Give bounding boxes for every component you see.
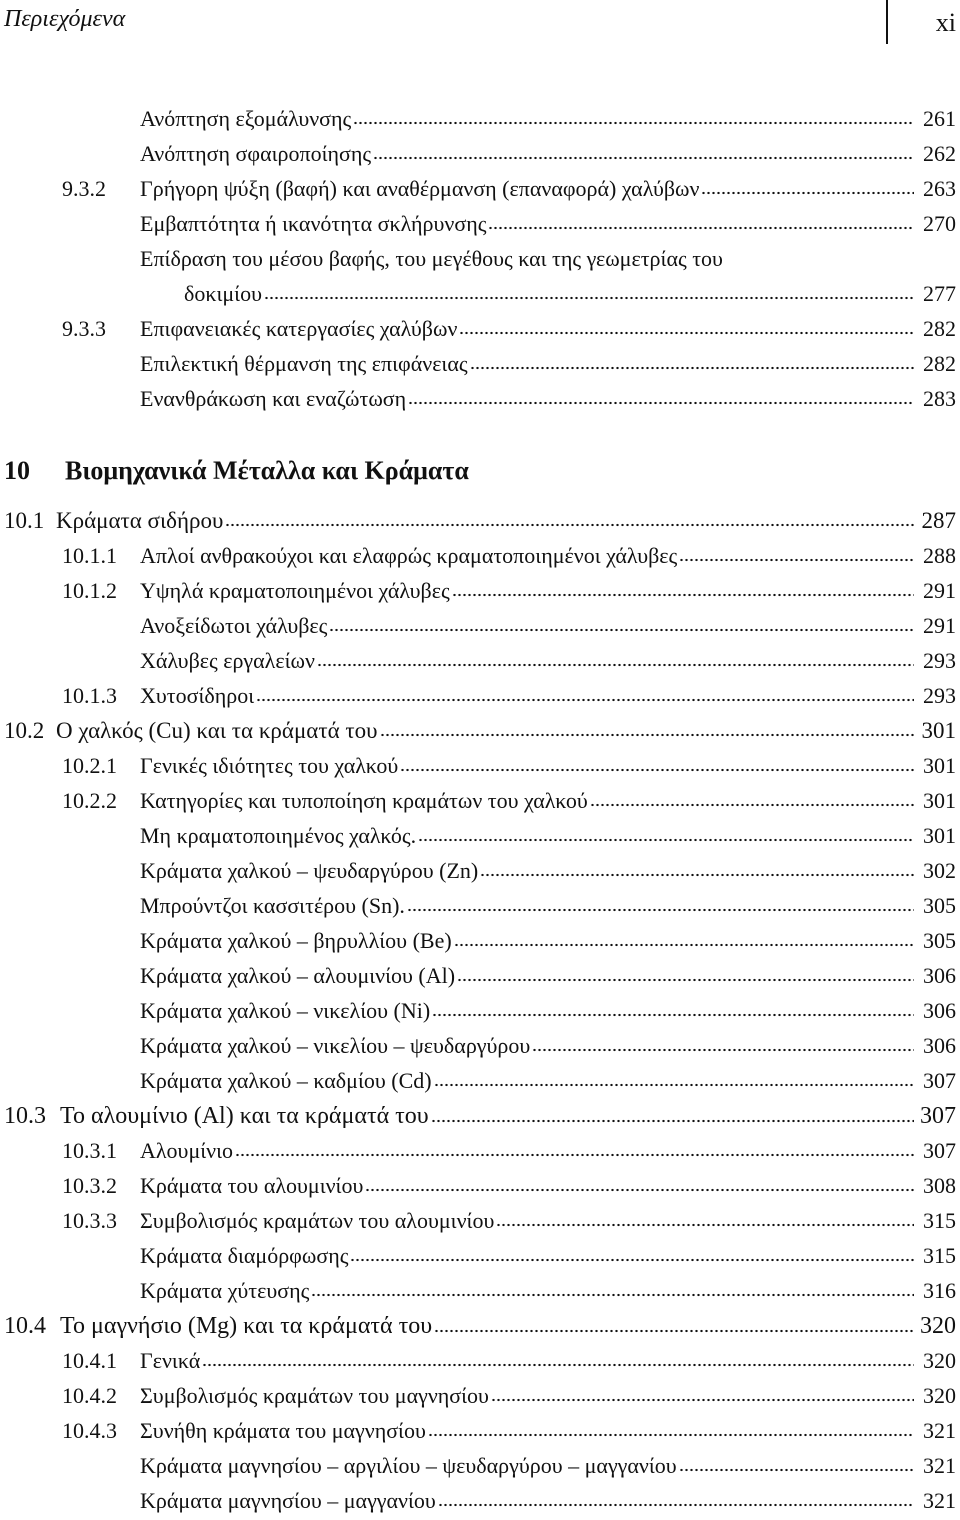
toc-entry[interactable]: [62, 1138, 956, 1164]
toc-entry[interactable]: [140, 1068, 956, 1094]
toc-entry-label: Κράματα διαμόρφωσης: [140, 1243, 349, 1268]
toc-entry-page: 291: [923, 578, 956, 603]
toc-entry-number: 10.1.3: [62, 683, 117, 708]
toc-entry-label: Ανόπτηση εξομάλυνσης: [140, 106, 352, 131]
toc-leader: [701, 191, 914, 195]
toc-entry-page: 307: [923, 1068, 956, 1093]
toc-leader: [418, 838, 914, 842]
toc-leader: [350, 1258, 914, 1262]
toc-entry-page: 293: [923, 683, 956, 708]
toc-entry-page: 320: [923, 1383, 956, 1408]
toc-entry-page: 302: [923, 858, 956, 883]
toc-entry[interactable]: [62, 578, 956, 604]
toc-entry-page: 320: [923, 1348, 956, 1373]
toc-entry-label: Κράματα χαλκού – καδμίου (Cd): [140, 1068, 432, 1093]
toc-leader: [679, 1468, 914, 1472]
toc-entry-number: 10.4.3: [62, 1418, 117, 1443]
toc-entry[interactable]: [140, 963, 956, 989]
toc-leader: [452, 593, 914, 597]
toc-entry-label: Ενανθράκωση και εναζώτωση: [140, 386, 407, 411]
toc-entry[interactable]: [140, 1243, 956, 1269]
toc-entry-label: Επιλεκτική θέρμανση της επιφάνειας: [140, 351, 468, 376]
toc-entry-number: 10.4.2: [62, 1383, 117, 1408]
toc-entry[interactable]: [140, 1488, 956, 1514]
toc-entry-label: Χάλυβες εργαλείων: [140, 648, 315, 673]
toc-entry[interactable]: [140, 141, 956, 167]
toc-entry-label: Κράματα χαλκού – νικελίου – ψευδαργύρου: [140, 1033, 531, 1058]
toc-entry-page: 305: [923, 928, 956, 953]
toc-entry-label: Ανόπτηση σφαιροποίησης: [140, 141, 372, 166]
toc-entry-number: 10.3.1: [62, 1138, 117, 1163]
toc-entry-page: 301: [921, 718, 956, 743]
toc-leader: [353, 121, 914, 125]
toc-leader: [434, 1083, 914, 1087]
toc-entry[interactable]: [184, 281, 956, 307]
toc-entry[interactable]: [62, 788, 956, 814]
toc-entry-page: 307: [920, 1103, 956, 1129]
toc-entry-number: 10.3.3: [62, 1208, 117, 1233]
toc-leader: [380, 733, 914, 737]
toc-entry-page: 321: [923, 1418, 956, 1443]
toc-entry-label: Χυτοσίδηροι: [140, 683, 255, 708]
toc-leader: [438, 1503, 914, 1507]
toc-entry-number: 10.3.2: [62, 1173, 117, 1198]
toc-entry[interactable]: [140, 823, 956, 849]
toc-entry-label: Κράματα χύτευσης: [140, 1278, 310, 1303]
toc-leader: [480, 873, 914, 877]
toc-leader: [470, 366, 914, 370]
toc-entry-number: 9.3.2: [62, 176, 106, 201]
toc-entry[interactable]: [62, 1383, 956, 1409]
toc-entry-page: 301: [923, 823, 956, 848]
toc-entry-label: Κράματα χαλκού – βηρυλλίου (Be): [140, 928, 452, 953]
toc-entry-page: 321: [923, 1488, 956, 1513]
toc-leader: [457, 978, 914, 982]
toc-entry-number: 10.3: [4, 1103, 46, 1129]
toc-leader: [317, 663, 914, 667]
toc-entry-page: 283: [923, 386, 956, 411]
toc-entry[interactable]: [140, 1033, 956, 1059]
toc-entry[interactable]: [140, 1453, 956, 1479]
toc-entry-page: 262: [923, 141, 956, 166]
toc-entry-page: 261: [923, 106, 956, 131]
toc-entry-page: 308: [923, 1173, 956, 1198]
toc-entry-page: 288: [923, 543, 956, 568]
toc-entry-number: 10.2.2: [62, 788, 117, 813]
toc-entry-label: Κράματα μαγνησίου – μαγγανίου: [140, 1488, 436, 1513]
toc-entry[interactable]: [4, 508, 956, 534]
toc-entry-label: Το μαγνήσιο (Mg) και τα κράματά του: [60, 1313, 433, 1339]
toc-entry-label: δοκιμίου: [184, 281, 262, 306]
toc-entry-label: Μη κραματοποιημένος χαλκός.: [140, 823, 417, 848]
toc-entry-page: 270: [923, 211, 956, 236]
chapter-number: 10: [4, 456, 30, 485]
toc-entry-page: 291: [923, 613, 956, 638]
toc-entry-label: Κράματα μαγνησίου – αργιλίου – ψευδαργύρου – μαγγανίου: [140, 1453, 677, 1478]
toc-leader: [459, 331, 914, 335]
toc-entry-page: 306: [923, 1033, 956, 1058]
toc-entry-number: 10.4: [4, 1313, 46, 1339]
toc-entry-page: 301: [923, 788, 956, 813]
toc-leader: [590, 803, 914, 807]
toc-entry-page: 307: [923, 1138, 956, 1163]
toc-leader: [428, 1433, 914, 1437]
toc-leader: [408, 401, 914, 405]
toc-entry-page: 287: [921, 508, 956, 533]
toc-entry-label: Το αλουμίνιο (Al) και τα κράματά του: [60, 1103, 429, 1129]
toc-entry[interactable]: [140, 928, 956, 954]
header-divider: [886, 0, 888, 44]
chapter-title: Βιομηχανικά Μέταλλα και Κράματα: [65, 456, 469, 485]
toc-entry-label-line1: Επίδραση του μέσου βαφής, του μεγέθους και της γεωμετρίας του: [140, 246, 723, 271]
toc-entry[interactable]: [62, 1173, 956, 1199]
toc-entry-page: 282: [923, 316, 956, 341]
toc-entry[interactable]: [140, 998, 956, 1024]
toc-entry[interactable]: [140, 858, 956, 884]
chapter-heading[interactable]: [4, 456, 469, 486]
running-header: [0, 0, 960, 44]
toc-leader: [311, 1293, 914, 1297]
toc-entry-label: Υψηλά κραματοποιημένοι χάλυβες: [140, 578, 450, 603]
toc-entry-label: Συνήθη κράματα του μαγνησίου: [140, 1418, 426, 1443]
toc-leader: [679, 558, 914, 562]
toc-entry[interactable]: [140, 893, 956, 919]
toc-entry-label: Απλοί ανθρακούχοι και ελαφρώς κραματοποιημένοι χάλυβες: [140, 543, 678, 568]
toc-entry-number: 10.2.1: [62, 753, 117, 778]
header-title: Περιεχόμενα: [4, 6, 126, 32]
toc-entry-label: Γρήγορη ψύξη (βαφή) και αναθέρμανση (επαναφορά) χαλύβων: [140, 176, 700, 201]
toc-entry-label: Συμβολισμός κραμάτων του αλουμινίου: [140, 1208, 495, 1233]
toc-entry-number: 10.1.1: [62, 543, 117, 568]
toc-leader: [225, 523, 914, 527]
toc-leader: [256, 698, 914, 702]
toc-entry-page: 320: [920, 1313, 956, 1339]
toc-entry[interactable]: [140, 1278, 956, 1304]
toc-leader: [496, 1223, 914, 1227]
toc-entry-page: 305: [923, 893, 956, 918]
toc-entry-label: Επιφανειακές κατεργασίες χαλύβων: [140, 316, 458, 341]
toc-entry-label: Κράματα χαλκού – ψευδαργύρου (Zn): [140, 858, 479, 883]
toc-entry-label: Αλουμίνιο: [140, 1138, 234, 1163]
toc-leader: [264, 296, 914, 300]
toc-entry-label: Ανοξείδωτοι χάλυβες: [140, 613, 328, 638]
toc-entry[interactable]: [62, 543, 956, 569]
toc-leader: [235, 1153, 914, 1157]
toc-entry-page: 263: [923, 176, 956, 201]
toc-entry-number: 10.2: [4, 718, 45, 743]
toc-entry[interactable]: [140, 386, 956, 412]
toc-entry[interactable]: [62, 176, 956, 202]
toc-leader: [491, 1398, 914, 1402]
toc-entry[interactable]: [62, 753, 956, 779]
header-page-number: xi: [935, 8, 956, 37]
toc-leader: [532, 1048, 914, 1052]
toc-entry-page: 306: [923, 963, 956, 988]
toc-entry-number: 9.3.3: [62, 316, 106, 341]
toc-entry[interactable]: [62, 1418, 956, 1444]
toc-entry-number: 10.1: [4, 508, 45, 533]
toc-leader: [365, 1188, 914, 1192]
toc-entry-number: 10.1.2: [62, 578, 117, 603]
toc-entry[interactable]: [62, 1208, 956, 1234]
toc-entry[interactable]: [62, 316, 956, 342]
toc-entry[interactable]: [4, 718, 956, 744]
toc-entry[interactable]: [140, 106, 956, 132]
toc-entry-page: 306: [923, 998, 956, 1023]
toc-leader: [373, 156, 914, 160]
toc-entry-label: Κράματα χαλκού – νικελίου (Ni): [140, 998, 431, 1023]
toc-entry-page: 315: [923, 1208, 956, 1233]
toc-entry-label: Κράματα χαλκού – αλουμινίου (Al): [140, 963, 456, 988]
toc-entry-label: Γενικές ιδιότητες του χαλκού: [140, 753, 399, 778]
toc-entry-label: Κράματα του αλουμινίου: [140, 1173, 364, 1198]
toc-entry[interactable]: [62, 1348, 956, 1374]
toc-entry-label: Συμβολισμός κραμάτων του μαγνησίου: [140, 1383, 489, 1408]
toc-entry[interactable]: [140, 613, 956, 639]
toc-entry-number: 10.4.1: [62, 1348, 117, 1373]
toc-entry[interactable]: [140, 648, 956, 674]
toc-leader: [407, 908, 914, 912]
toc-leader: [329, 628, 914, 632]
toc-entry-page: 315: [923, 1243, 956, 1268]
toc-entry[interactable]: [62, 683, 956, 709]
toc-entry[interactable]: [4, 1313, 956, 1340]
toc-entry-label: Μπρούντζοι κασσιτέρου (Sn).: [140, 893, 405, 918]
toc-entry-page: 321: [923, 1453, 956, 1478]
toc-entry[interactable]: [140, 351, 956, 377]
toc-leader: [488, 226, 914, 230]
toc-entry-page: 277: [923, 281, 956, 306]
toc-leader: [454, 943, 914, 947]
toc-entry[interactable]: [140, 211, 956, 237]
toc-leader: [434, 1329, 914, 1333]
toc-entry-label: Κατηγορίες και τυποποίηση κραμάτων του χαλκού: [140, 788, 588, 813]
toc-entry-page: 293: [923, 648, 956, 673]
toc-entry-page: 301: [923, 753, 956, 778]
toc-entry-page: 282: [923, 351, 956, 376]
toc-leader: [432, 1013, 914, 1017]
toc-entry-label: Ο χαλκός (Cu) και τα κράματά του: [56, 718, 378, 743]
toc-entry-label: Γενικά: [140, 1348, 201, 1373]
toc-entry-page: 316: [923, 1278, 956, 1303]
toc-leader: [400, 768, 914, 772]
toc-leader: [202, 1363, 914, 1367]
toc-entry[interactable]: [4, 1103, 956, 1130]
toc-entry-label: Εμβαπτότητα ή ικανότητα σκλήρυνσης: [140, 211, 487, 236]
toc-entry-label: Κράματα σιδήρου: [56, 508, 224, 533]
toc-leader: [431, 1119, 914, 1123]
